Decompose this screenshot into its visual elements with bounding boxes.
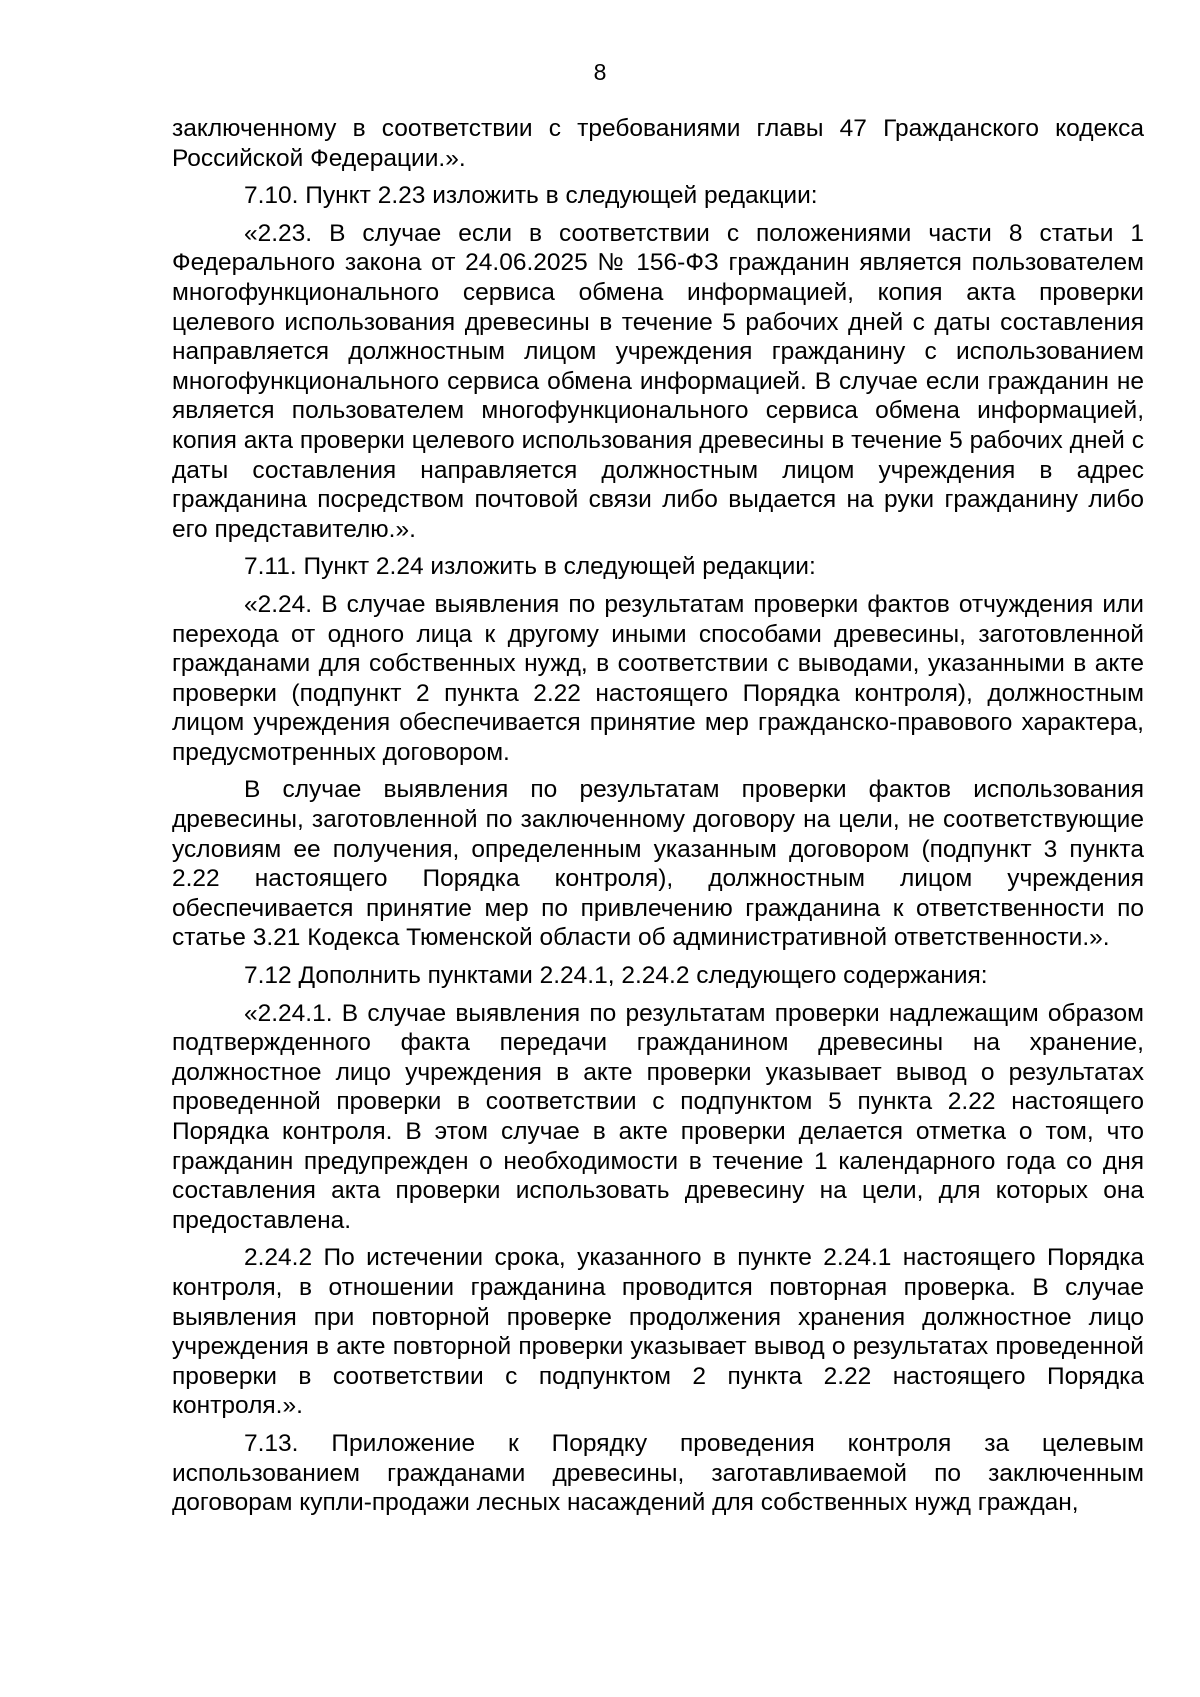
paragraph-2-23: «2.23. В случае если в соответствии с положениями части 8 статьи 1 Федерального закона от 24.06.2025 № 156-ФЗ гражданин является пользователем многофункционального сервиса обмена информацией, копия акта проверки целевого использования древесины в течение 5 рабочих дней с даты составления направляется должностным лицом учреждения гражданину с использованием многофункционального сервиса обмена информацией. В случае если гражданин не является пользователем многофункционального сервиса обмена информацией, копия акта проверки целевого использования древесины в течение 5 рабочих дней с даты составления направляется должностным лицом учреждения в адрес гражданина посредством почтовой связи либо выдается на руки гражданину либо его представителю.».: [172, 219, 1144, 543]
paragraph-7-13: 7.13. Приложение к Порядку проведения контроля за целевым использованием гражданами древесины, заготавливаемой по заключенным договорам купли-продажи лесных насаждений для собственных нужд граждан,: [172, 1429, 1144, 1517]
page-number: 8: [593, 59, 607, 85]
paragraph-2-24: «2.24. В случае выявления по результатам проверки фактов отчуждения или перехода от одного лица к другому иными способами древесины, заготовленной гражданами для собственных нужд, в соответствии с выводами, указанными в акте проверки (подпункт 2 пункта 2.22 настоящего Порядка контроля), должностным лицом учреждения обеспечивается принятие мер гражданско-правового характера, предусмотренных договором.: [172, 590, 1144, 766]
paragraph-2-24-part2: В случае выявления по результатам проверки фактов использования древесины, заготовленной по заключенному договору на цели, не соответствующие условиям ее получения, определенным указанным договором (подпункт 3 пункта 2.22 настоящего Порядка контроля), должностным лицом учреждения обеспечивается принятие мер по привлечению гражданина к ответственности по статье 3.21 Кодекса Тюменской области об административной ответственности.».: [172, 776, 1144, 952]
paragraph-2-24-2: 2.24.2 По истечении срока, указанного в пункте 2.24.1 настоящего Порядка контроля, в отношении гражданина проводится повторная проверка. В случае выявления при повторной проверке продолжения хранения должностное лицо учреждения в акте повторной проверки указывает вывод о результатах проведенной проверки в соответствии с подпунктом 2 пункта 2.22 настоящего Порядка контроля.».: [172, 1244, 1144, 1420]
paragraph-7-11: 7.11. Пункт 2.24 изложить в следующей редакции:: [244, 553, 816, 581]
paragraph-continuation: заключенному в соответствии с требованиями главы 47 Гражданского кодекса Российской Федерации.».: [172, 115, 1144, 172]
document-body: [172, 114, 1144, 1526]
paragraph-2-24-1: «2.24.1. В случае выявления по результатам проверки надлежащим образом подтвержденного факта передачи гражданином древесины на хранение, должностное лицо учреждения в акте проверки указывает вывод о результатах проведенной проверки в соответствии с подпунктом 5 пункта 2.22 настоящего Порядка контроля. В этом случае в акте проверки делается отметка о том, что гражданин предупрежден о необходимости в течение 1 календарного года со дня составления акта проверки использовать древесину на цели, для которых она предоставлена.: [172, 999, 1144, 1234]
paragraph-7-10: 7.10. Пункт 2.23 изложить в следующей редакции:: [244, 182, 818, 210]
paragraph-7-12: 7.12 Дополнить пунктами 2.24.1, 2.24.2 следующего содержания:: [244, 962, 988, 990]
